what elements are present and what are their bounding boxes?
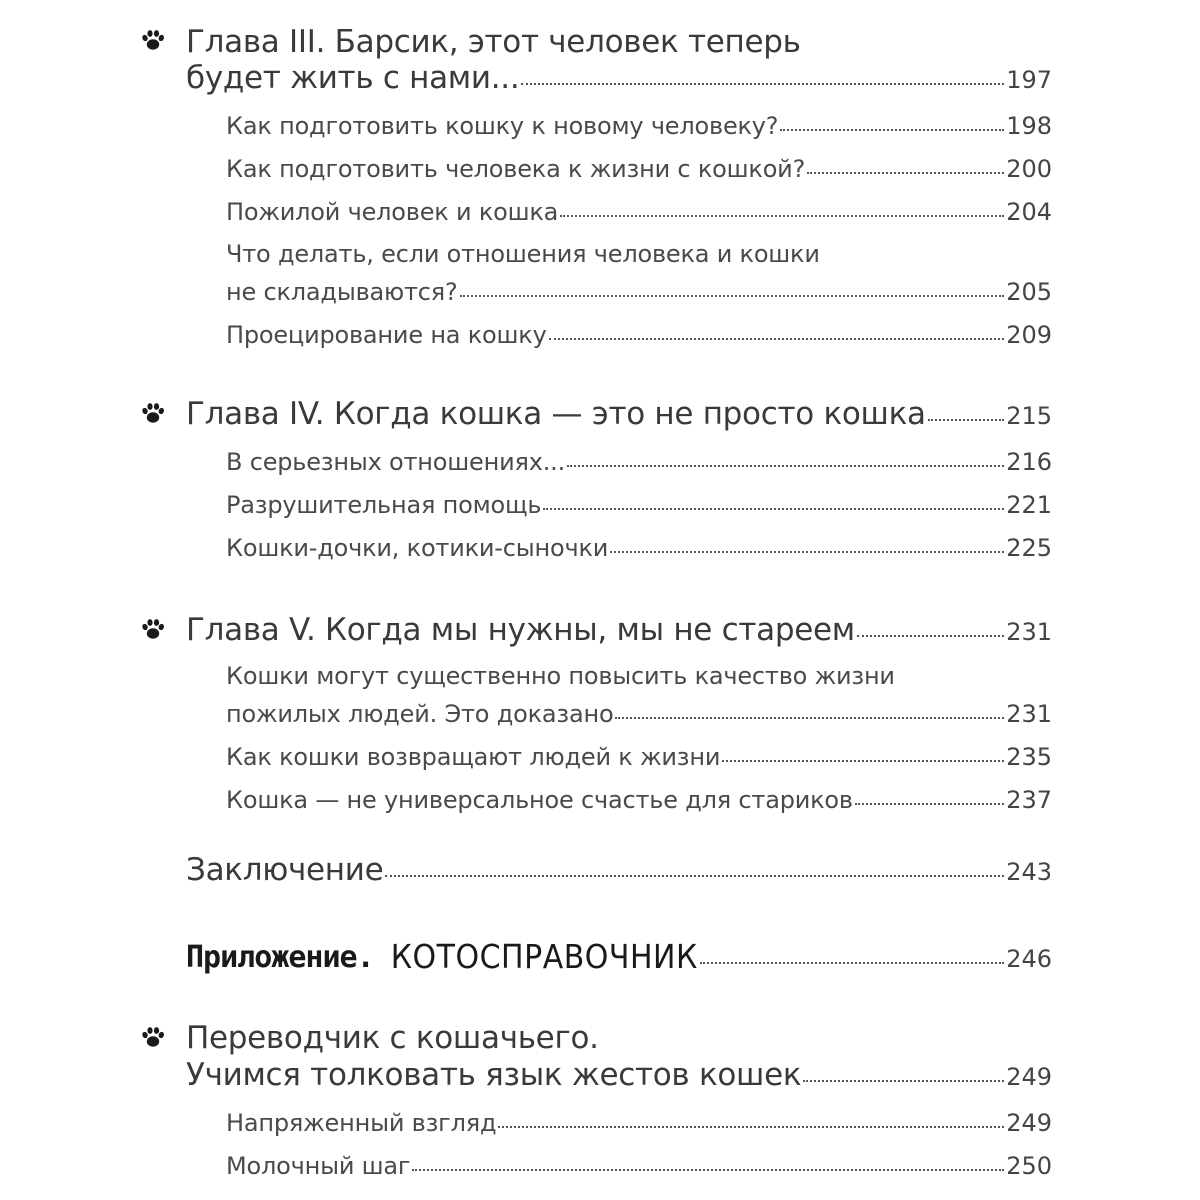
page-number: 200 xyxy=(1006,155,1052,183)
dot-leader xyxy=(385,875,1004,877)
dot-leader xyxy=(700,962,1004,964)
dot-leader xyxy=(560,215,1004,217)
dot-leader xyxy=(460,295,1005,297)
toc-entry-conclusion[interactable] xyxy=(186,852,1052,888)
page-number: 198 xyxy=(1006,112,1052,140)
toc-entry-chapter-5[interactable] xyxy=(186,612,1052,648)
entry-title: Молочный шаг xyxy=(226,1152,411,1180)
dot-leader xyxy=(722,760,1004,762)
page-number: 221 xyxy=(1006,491,1052,519)
toc-entry[interactable] xyxy=(226,1152,1052,1180)
conclusion-title: Заключение xyxy=(186,852,384,888)
appendix-label: Приложение. xyxy=(186,940,374,975)
page-number: 209 xyxy=(1006,321,1052,349)
toc-entry[interactable] xyxy=(226,491,1052,519)
dot-leader xyxy=(857,635,1004,637)
entry-title: Проецирование на кошку xyxy=(226,321,547,349)
entry-title-line1: Что делать, если отношения человека и кошки xyxy=(226,240,820,268)
entry-title: Как подготовить человека к жизни с кошкой? xyxy=(226,155,806,183)
page-number: 249 xyxy=(1006,1063,1052,1091)
toc-entry[interactable] xyxy=(226,278,1052,306)
page-number: 235 xyxy=(1006,743,1052,771)
toc-entry[interactable] xyxy=(226,743,1052,771)
entry-title: Разрушительная помощь xyxy=(226,491,542,519)
dot-leader xyxy=(780,129,1004,131)
toc-entry-translator[interactable] xyxy=(186,1057,1052,1093)
entry-title: Кошки-дочки, котики-сыночки xyxy=(226,534,609,562)
dot-leader xyxy=(855,803,1004,805)
dot-leader xyxy=(567,465,1004,467)
toc-entry[interactable] xyxy=(226,112,1052,140)
page-number: 237 xyxy=(1006,786,1052,814)
appendix-caps-title: КОТОСПРАВОЧНИК xyxy=(390,938,698,977)
appendix-title xyxy=(186,940,698,975)
page-number: 249 xyxy=(1006,1109,1052,1137)
dot-leader xyxy=(615,717,1004,719)
dot-leader xyxy=(807,172,1004,174)
dot-leader xyxy=(543,508,1004,510)
paw-icon xyxy=(140,400,166,426)
entry-title-line1: Кошки могут существенно повысить качество жизни xyxy=(226,662,895,690)
page-number: 243 xyxy=(1006,858,1052,886)
dot-leader xyxy=(610,551,1004,553)
paw-icon xyxy=(140,616,166,642)
toc-entry-chapter-3[interactable] xyxy=(186,60,1052,96)
entry-title: Напряженный взгляд xyxy=(226,1109,497,1137)
chapter-3-title-line2: будет жить с нами... xyxy=(186,60,520,96)
entry-title: Пожилой человек и кошка xyxy=(226,198,559,226)
dot-leader xyxy=(803,1080,1004,1082)
paw-icon xyxy=(140,1024,166,1050)
entry-title: Кошка — не универсальное счастье для стариков xyxy=(226,786,853,814)
translator-title-line1: Переводчик с кошачьего. xyxy=(186,1020,599,1056)
entry-title: Как кошки возвращают людей к жизни xyxy=(226,743,721,771)
page-number: 225 xyxy=(1006,534,1052,562)
entry-title: В серьезных отношениях... xyxy=(226,448,566,476)
entry-title: пожилых людей. Это доказано xyxy=(226,700,614,728)
toc-entry[interactable] xyxy=(226,1109,1052,1137)
page-number: 204 xyxy=(1006,198,1052,226)
dot-leader xyxy=(412,1169,1004,1171)
chapter-3-title-line1: Глава III. Барсик, этот человек теперь xyxy=(186,24,801,60)
toc-entry[interactable] xyxy=(226,786,1052,814)
dot-leader xyxy=(498,1126,1004,1128)
dot-leader xyxy=(928,419,1004,421)
page-number: 250 xyxy=(1006,1152,1052,1180)
dot-leader xyxy=(521,83,1004,85)
entry-title: Как подготовить кошку к новому человеку? xyxy=(226,112,779,140)
toc-entry[interactable] xyxy=(226,155,1052,183)
page-number: 246 xyxy=(1006,945,1052,973)
entry-title: не складываются? xyxy=(226,278,458,306)
toc-entry-chapter-4[interactable] xyxy=(186,396,1052,432)
toc-entry[interactable] xyxy=(226,534,1052,562)
page-number: 197 xyxy=(1006,66,1052,94)
dot-leader xyxy=(549,338,1005,340)
page-number: 215 xyxy=(1006,402,1052,430)
toc-entry[interactable] xyxy=(226,321,1052,349)
toc-entry[interactable] xyxy=(226,448,1052,476)
paw-icon xyxy=(140,27,166,53)
page-number: 231 xyxy=(1006,618,1052,646)
toc-entry[interactable] xyxy=(226,700,1052,728)
page-number: 216 xyxy=(1006,448,1052,476)
chapter-5-title: Глава V. Когда мы нужны, мы не стареем xyxy=(186,612,855,648)
translator-title-line2: Учимся толковать язык жестов кошек xyxy=(186,1057,802,1093)
chapter-4-title: Глава IV. Когда кошка — это не просто кошка xyxy=(186,396,926,432)
toc-entry[interactable] xyxy=(226,198,1052,226)
page-number: 205 xyxy=(1006,278,1052,306)
toc-entry-appendix[interactable] xyxy=(186,940,1052,975)
page-number: 231 xyxy=(1006,700,1052,728)
